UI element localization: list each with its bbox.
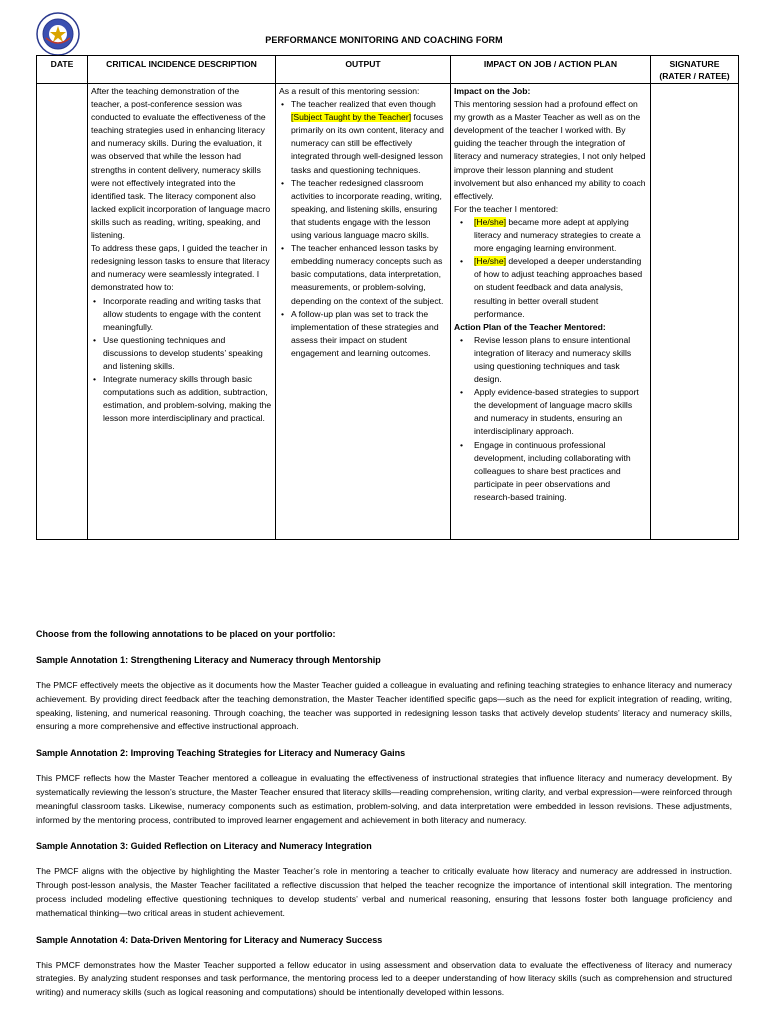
- list-item: • A follow-up plan was set to track the implementation of these strategies and assess their impact on student engagement and learning outcomes.: [279, 308, 447, 360]
- annotations-intro: Choose from the following annotations to be placed on your portfolio:: [36, 629, 336, 639]
- output-intro: As a result of this mentoring session:: [279, 86, 420, 96]
- mentored-2-text: developed a deeper understanding of how to adjust teaching approaches based on student feedback and data analysis, resulting in better overall student performance.: [474, 256, 643, 319]
- action-plan-heading: Action Plan of the Teacher Mentored:: [454, 321, 606, 332]
- list-item: [454, 255, 647, 320]
- annotation-title: Sample Annotation 2: Improving Teaching Strategies for Literacy and Numeracy Gains: [36, 748, 406, 759]
- subject-placeholder-highlight: [Subject Taught by the Teacher]: [291, 112, 412, 123]
- impact-para: This mentoring session had a profound effect on my growth as a Master Teacher as well as on the development of the teacher I worked with. By guiding the teacher through the integration of literacy and numeracy strategies, I not only helped improve their lesson planning and student involvement but also enhanced my ability to coach effectively.: [454, 99, 646, 201]
- list-item: • Apply evidence-based strategies to support the development of language macro skills and numeracy in students, ensuring an interdisciplinary approach.: [454, 386, 647, 438]
- list-item: [279, 98, 447, 177]
- annotations-section: [36, 627, 732, 1012]
- mentored-label: For the teacher I mentored:: [454, 203, 559, 214]
- pronoun-placeholder-highlight: [He/she]: [474, 216, 507, 227]
- annotation-body: This PMCF demonstrates how the Master Teacher supported a fellow educator in using assessment and observation data to evaluate the effectiveness of literacy and numeracy strategies. By analyzing student responses and task performance, the mentoring process led to a deeper understanding of how literacy skills (such as comprehension and structured writing) and numeracy skills (such as logical reasoning and computations) should be intentionally developed within lessons.: [36, 959, 732, 998]
- table-row: [37, 84, 739, 540]
- form-title: PERFORMANCE MONITORING AND COACHING FORM: [265, 35, 503, 45]
- list-item: • Use questioning techniques and discussions to develop students’ speaking and listening skills.: [91, 334, 272, 373]
- annotation-title: Sample Annotation 4: Data-Driven Mentoring for Literacy and Numeracy Success: [36, 934, 383, 945]
- list-item: • The teacher redesigned classroom activities to incorporate reading, writing, speaking, and listening skills, ensuring that students engage with the lesson using various language macro skills.: [279, 177, 447, 242]
- annotation-body: The PMCF aligns with the objective by highlighting the Master Teacher’s role in mentoring a teacher to critically evaluate how literacy and numeracy are addressed in instruction. Through post-lesson analysis, the Master Teacher facilitated a reflective discussion that helped the teacher recognize the importance of intentional skill integration. The mentoring process included modeling effective questioning techniques to develop students’ verbal and numerical reasoning, ensuring that lessons foster both language proficiency and mathematical thinking—two critical areas in student achievement.: [36, 866, 732, 918]
- output-bullets: [279, 98, 447, 360]
- pmcf-table: [36, 55, 739, 540]
- description-para-1: After the teaching demonstration of the teacher, a post-conference session was conducted to evaluate the effectiveness of the teaching strategies used in enhancing literacy and numeracy skills. During the evaluation, it was observed that while the lesson had strengths in content delivery, numeracy skills were not effectively integrated into the identified task. The literacy component also lacked explicit incorporation of language macro skills such as reading, writing, speaking, and listening.: [91, 86, 271, 241]
- output-cell: [276, 84, 451, 540]
- list-item: • Integrate numeracy skills through basic computations such as addition, subtraction, estimation, and problem-solving, making the lesson more interdisciplinary and practical.: [91, 373, 272, 425]
- description-bullets: [91, 295, 272, 426]
- signature-cell[interactable]: [651, 84, 739, 540]
- header-description: CRITICAL INCIDENCE DESCRIPTION: [88, 56, 276, 84]
- annotation-title: Sample Annotation 1: Strengthening Literacy and Numeracy through Mentorship: [36, 655, 381, 665]
- annotation-title: Sample Annotation 3: Guided Reflection on Literacy and Numeracy Integration: [36, 841, 372, 852]
- deped-seal-logo: [36, 12, 80, 56]
- impact-heading: Impact on the Job:: [454, 86, 531, 96]
- description-para-2: To address these gaps, I guided the teacher in redesigning lesson tasks to ensure that literacy and numeracy were seamlessly integrated. I demonstrated how to:: [91, 243, 270, 293]
- list-item: [454, 216, 647, 255]
- mentored-bullets: [454, 216, 647, 321]
- table-header-row: [37, 56, 739, 84]
- header-signature: [651, 56, 739, 84]
- list-item: • Revise lesson plans to ensure intentional integration of literacy and numeracy skills using questioning techniques and task design.: [454, 334, 647, 386]
- output-b1-post: focuses primarily on its own content, literacy and numeracy can still be effectively integrated through well-designed lesson tasks and questioning techniques.: [291, 112, 444, 175]
- header-date: DATE: [37, 56, 88, 84]
- header-signature-label: SIGNATURE: [669, 59, 720, 69]
- action-plan-bullets: [454, 334, 647, 504]
- annotation-body: The PMCF effectively meets the objective as it documents how the Master Teacher guided a colleague in evaluating and refining teaching strategies to enhance literacy and numeracy achievement. By providing direct feedback after the teaching demonstration, the Master Teacher identified specific gaps—such as the need for explicit integration of reading, writing, speaking, listening, and numerical reasoning. Through coaching, the teacher was supported in redesigning lesson tasks that actively develop students’ literacy and numeracy skills, ensuring a more comprehensive and effective instructional approach.: [36, 680, 732, 732]
- list-item: • Engage in continuous professional development, including collaborating with colleagues to share best practices and participate in peer observations and research-based training.: [454, 439, 647, 504]
- description-cell: [88, 84, 276, 540]
- header-signature-sub: (RATER / RATEE): [659, 71, 730, 81]
- header-output: OUTPUT: [276, 56, 451, 84]
- impact-cell: [451, 84, 651, 540]
- date-cell[interactable]: [37, 84, 88, 540]
- header-impact: IMPACT ON JOB / ACTION PLAN: [451, 56, 651, 84]
- pronoun-placeholder-highlight: [He/she]: [474, 256, 507, 267]
- output-b1-pre: The teacher realized that even though: [291, 99, 436, 110]
- annotation-body: This PMCF reflects how the Master Teacher mentored a colleague in evaluating the effectiveness of instructional strategies that influence literacy and numeracy development. By systematically reviewing the lesson’s structure, the Master Teacher ensured that literacy skills—reading comprehension, writing clarity, and verbal expression—were reinforced through meaningful classroom tasks. Likewise, numeracy components such as estimation, problem-solving, and data interpretation were embedded in lesson revisions. These adjustments, informed by the mentoring process, contributed to improved learner engagement and achievement in both literacy and numeracy.: [36, 773, 732, 825]
- mentored-1-text: became more adept at applying literacy and numeracy strategies to create a more engaging learning environment.: [474, 216, 641, 254]
- list-item: • The teacher enhanced lesson tasks by embedding numeracy concepts such as basic computations, data interpretation, measurements, or problem-solving, depending on the context of the subject.: [279, 242, 447, 307]
- list-item: • Incorporate reading and writing tasks that allow students to engage with the content meaningfully.: [91, 295, 272, 334]
